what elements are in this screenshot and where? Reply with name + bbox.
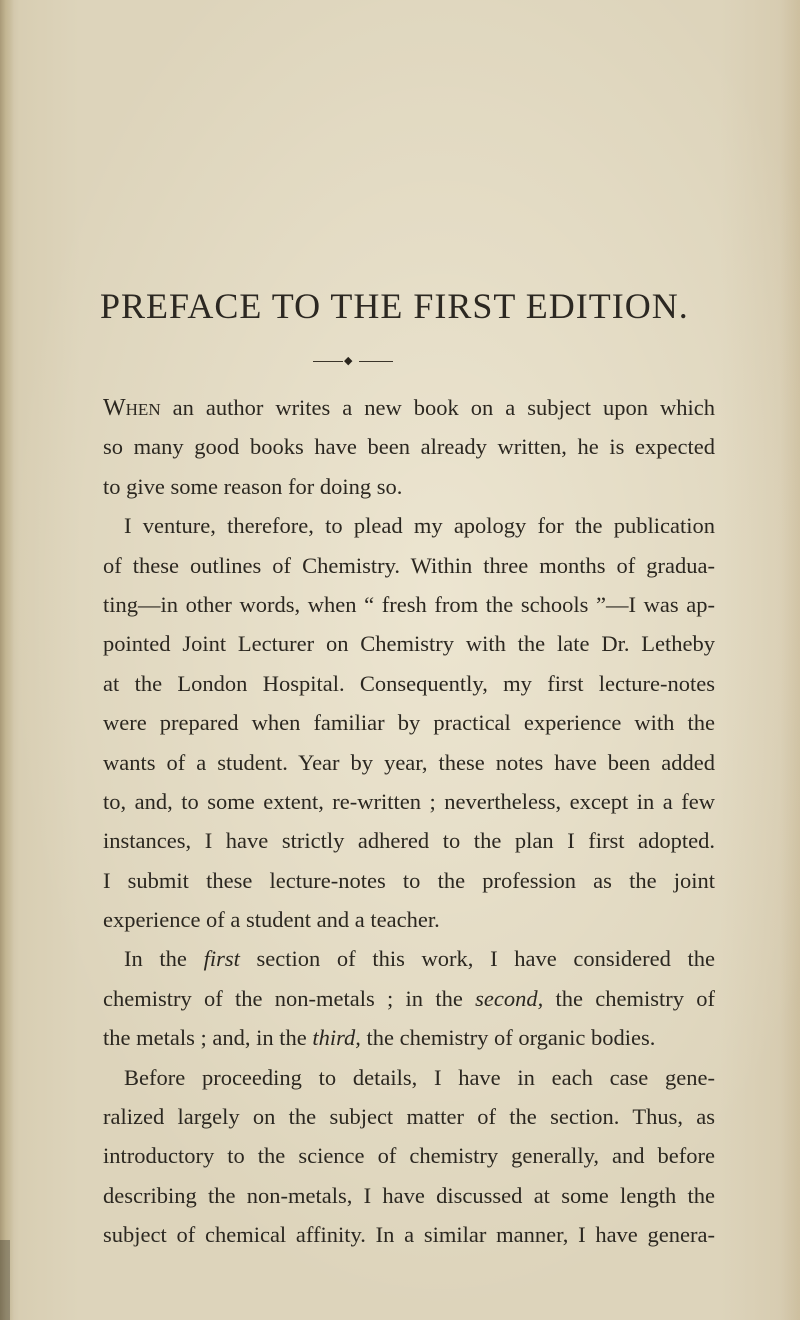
text-line: instances, I have strictly adhered to the plan I first adopted. bbox=[103, 828, 715, 854]
text-span: the chemistry of organic bodies. bbox=[360, 1025, 656, 1051]
text-line: were prepared when familiar by practical experience with the bbox=[103, 710, 715, 736]
text-span: section of this work, I have considered the bbox=[239, 946, 715, 972]
text-line: to, and, to some extent, re-written ; nevertheless, except in a few bbox=[103, 788, 715, 814]
page-title: PREFACE TO THE FIRST EDITION. bbox=[100, 286, 689, 326]
ornament-rule-left bbox=[313, 361, 343, 362]
text-line: describing the non-metals, I have discussed at some length the bbox=[103, 1182, 715, 1208]
text-line: wants of a student. Year by year, these notes have been added bbox=[103, 749, 715, 775]
italic-word: second, bbox=[475, 985, 544, 1011]
page-gutter-shadow bbox=[0, 0, 14, 1320]
diamond-icon: ◆ bbox=[344, 354, 353, 367]
text-span: the metals ; and, in the bbox=[103, 1025, 313, 1051]
text-span: chemistry of the non-metals ; in the bbox=[103, 985, 476, 1011]
text-line: ting—in other words, when “ fresh from the schools ”—I was ap- bbox=[103, 591, 715, 617]
preface-body bbox=[103, 388, 715, 1255]
text-line: Before proceeding to details, I have in each case gene- bbox=[124, 1064, 715, 1090]
text-line: so many good books have been already written, he is expected bbox=[103, 434, 715, 460]
text-line: introductory to the science of chemistry generally, and before bbox=[103, 1143, 715, 1169]
text-line: experience of a student and a teacher. bbox=[103, 907, 440, 933]
text-line: I submit these lecture-notes to the profession as the joint bbox=[103, 867, 715, 893]
text-line: subject of chemical affinity. In a similar manner, I have genera- bbox=[103, 1222, 715, 1248]
ornament-rule-right bbox=[359, 361, 393, 362]
text-line: of these outlines of Chemistry. Within three months of gradua- bbox=[103, 552, 715, 578]
text-line bbox=[103, 1018, 715, 1057]
text-span: the chemistry of bbox=[543, 985, 715, 1011]
text-line: pointed Joint Lecturer on Chemistry with the late Dr. Letheby bbox=[103, 631, 715, 657]
text-line: at the London Hospital. Consequently, my first lecture-notes bbox=[103, 670, 715, 696]
italic-word: third, bbox=[312, 1025, 361, 1051]
heading-ornament bbox=[313, 354, 393, 367]
text-span: an author writes a new book on a subject upon which bbox=[160, 395, 715, 420]
text-line bbox=[103, 939, 715, 978]
italic-word: first bbox=[203, 946, 240, 972]
page-edge-mark bbox=[0, 1240, 10, 1320]
drop-word: When bbox=[103, 395, 161, 421]
text-line: ralized largely on the subject matter of the section. Thus, as bbox=[103, 1104, 715, 1130]
text-line: to give some reason for doing so. bbox=[103, 473, 403, 499]
text-line bbox=[103, 979, 715, 1018]
text-span: In the bbox=[124, 946, 204, 972]
text-line: I venture, therefore, to plead my apology for the publication bbox=[124, 513, 715, 539]
text-line bbox=[103, 388, 715, 427]
